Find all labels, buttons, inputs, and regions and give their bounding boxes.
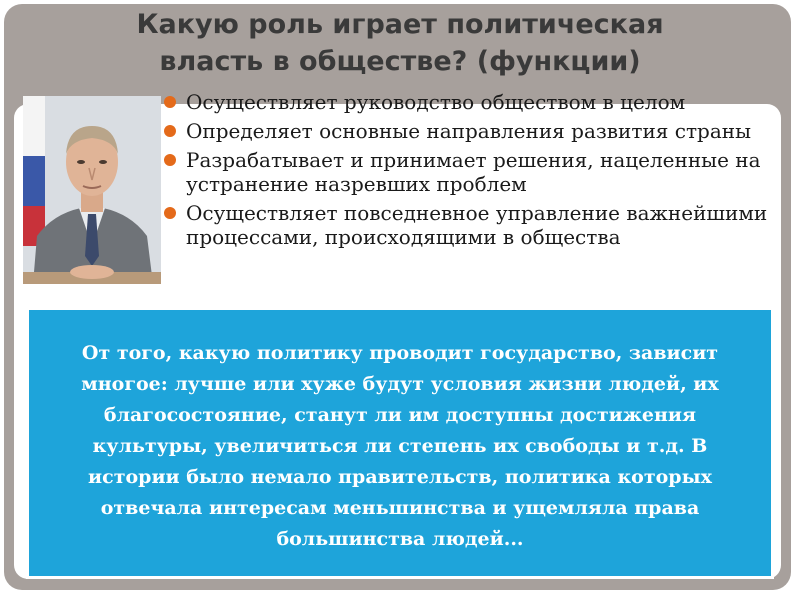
list-item: Осуществляет повседневное управление важнейшими процессами, происходящими в общества	[160, 201, 790, 249]
callout-box	[26, 307, 774, 579]
portrait-image	[23, 96, 161, 284]
list-item: Разрабатывает и принимает решения, нацеленные на устранение назревших проблем	[160, 148, 790, 196]
list-item: Определяет основные направления развития страны	[160, 119, 790, 143]
bullet-dot-icon	[164, 125, 176, 137]
bullet-dot-icon	[164, 96, 176, 108]
bullet-dot-icon	[164, 154, 176, 166]
portrait-photo	[23, 96, 161, 284]
list-item: Осуществляет руководство обществом в целом	[160, 90, 790, 114]
bullet-dot-icon	[164, 207, 176, 219]
functions-list	[160, 90, 790, 254]
slide-title: Какую роль играет политическая власть в обществе? (функции)	[136, 9, 664, 77]
callout-text: От того, какую политику проводит государство, зависит многое: лучше или хуже будут условия жизни людей, их благосостояние, станут ли им доступны достижения культуры, увеличиться ли степень их свободы и т.д. В истории было немало правительств, политика которых отвечала интересам меньшинства и ущемляла права большинства людей...	[81, 342, 719, 550]
